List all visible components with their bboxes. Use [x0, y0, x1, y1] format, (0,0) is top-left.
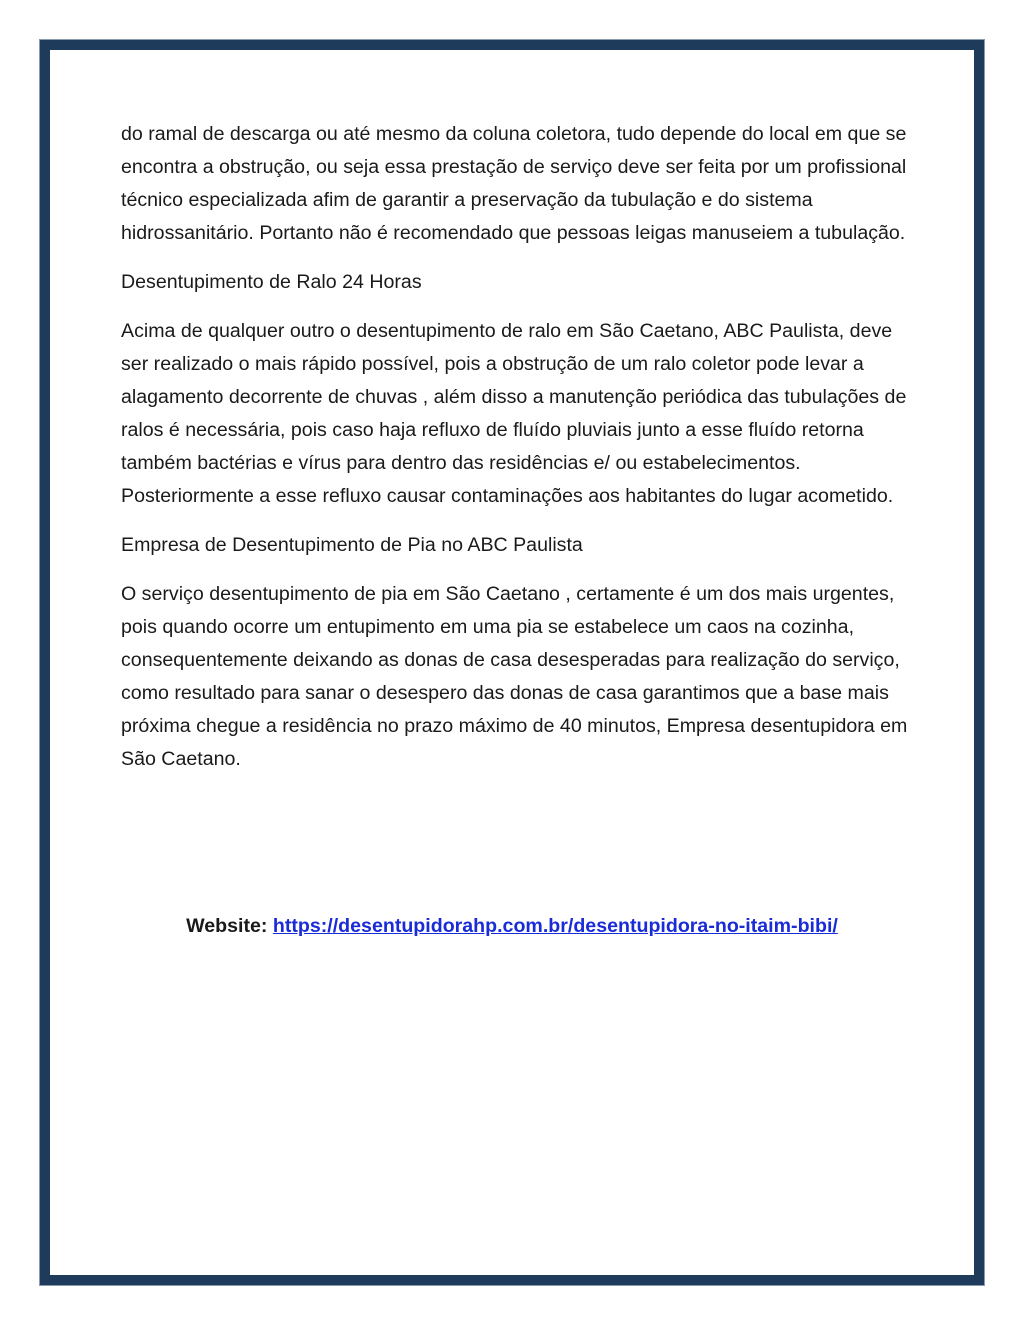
heading-ralo-24-horas: Desentupimento de Ralo 24 Horas: [121, 271, 422, 293]
paragraph-pia: O serviço desentupimento de pia em São Caetano , certamente é um dos mais urgentes, pois quando ocorre um entupimento em uma pia se estabelece um caos na cozinha, consequentemente deixando as donas de casa desesperadas para realização do serviço, como resultado para sanar o desespero das donas de casa garantimos que a base mais próxima chegue a residência no prazo máximo de 40 minutos, Empresa desentupidora em São Caetano.: [121, 583, 908, 770]
paragraph-ralo: Acima de qualquer outro o desentupimento de ralo em São Caetano, ABC Paulista, deve ser realizado o mais rápido possível, pois a obstrução de um ralo coletor pode levar a alagamento decorrente de chuvas , além disso a manutenção periódica das tubulações de ralos é necessária, pois caso haja refluxo de fluído pluviais junto a esse fluído retorna também bactérias e vírus para dentro das residências e/ ou estabelecimentos. Posteriormente a esse refluxo causar contaminações aos habitantes do lugar acometido.: [121, 320, 907, 507]
website-link[interactable]: https://desentupidorahp.com.br/desentupidora-no-itaim-bibi/: [272, 915, 838, 937]
paragraph-intro: do ramal de descarga ou até mesmo da coluna coletora, tudo depende do local em que se encontra a obstrução, ou seja essa prestação de serviço deve ser feita por um profissional técnico especializada afim de garantir a preservação da tubulação e do sistema hidrossanitário. Portanto não é recomendado que pessoas leigas manuseiem a tubulação.: [121, 123, 907, 244]
website-line: [0, 910, 1024, 943]
heading-desentupimento-pia: Empresa de Desentupimento de Pia no ABC Paulista: [121, 534, 583, 556]
document-body: [121, 118, 911, 792]
website-label: Website:: [186, 915, 268, 937]
